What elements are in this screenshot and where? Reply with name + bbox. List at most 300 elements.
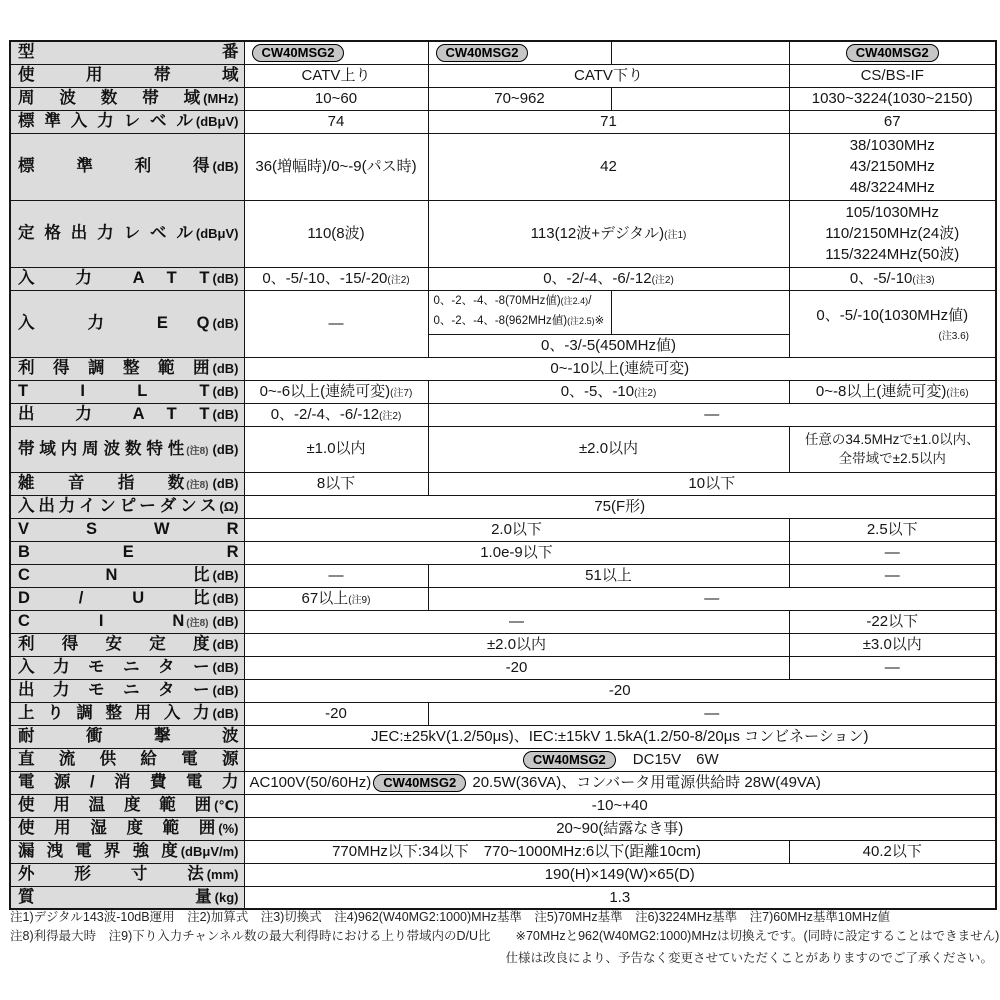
- spec-label-wrap: [11, 88, 244, 109]
- spec-label-cell: [10, 380, 244, 403]
- spec-text: ±3.0以内: [862, 635, 922, 653]
- spec-value-line: [790, 519, 996, 540]
- spec-label-wrap: [11, 496, 244, 517]
- spec-value-line: [245, 496, 996, 517]
- spec-value-line: [245, 841, 789, 862]
- spec-value-line: [250, 772, 996, 793]
- table-row: [10, 133, 996, 200]
- spec-text: 0、-2、-4、-8(962MHz値): [433, 315, 568, 327]
- table-row: [10, 41, 996, 64]
- spec-label-cell: [10, 133, 244, 200]
- spec-text: —: [884, 566, 900, 584]
- spec-label: 入 力 E Q: [18, 314, 210, 333]
- spec-text: 48/3224MHz: [849, 179, 935, 197]
- spec-label: 周波数帯域: [18, 89, 201, 108]
- spec-value-line: [790, 156, 996, 177]
- spec-value-line: [429, 65, 789, 86]
- spec-value-line: [245, 268, 428, 289]
- spec-label: B E R: [18, 543, 239, 562]
- spec-unit: (dB): [212, 660, 239, 676]
- spec-value-line: [429, 404, 996, 425]
- spec-value-line: [790, 65, 996, 86]
- spec-value-cell: [789, 518, 996, 541]
- spec-value-cell: [244, 64, 428, 87]
- table-row: [10, 817, 996, 840]
- spec-value-line: [790, 657, 996, 678]
- table-row: [10, 64, 996, 87]
- spec-value-line: [245, 864, 996, 885]
- spec-value-cell: [244, 840, 789, 863]
- spec-value-line: [245, 657, 789, 678]
- spec-text: 0、-5/-10、-15/-20: [262, 269, 388, 287]
- spec-unit: (dBμV/m): [180, 844, 239, 860]
- spec-unit: (MHz): [203, 91, 239, 107]
- spec-label-cell: [10, 200, 244, 267]
- spec-label: 直流供給電源: [18, 750, 239, 769]
- table-row: [10, 656, 996, 679]
- table-row: [10, 840, 996, 863]
- spec-value-line: [790, 634, 996, 655]
- table-row: [10, 267, 996, 290]
- spec-text: -20: [325, 704, 347, 722]
- spec-value-cell: [428, 426, 789, 472]
- spec-label: 型番: [18, 43, 239, 62]
- table-row: [10, 541, 996, 564]
- spec-value-line: [245, 111, 428, 132]
- spec-label: 標準利得: [18, 157, 210, 176]
- spec-text: -20: [505, 658, 528, 676]
- spec-value-line: [790, 611, 996, 632]
- spec-text: (注2): [387, 274, 410, 286]
- spec-label: 雑音指数: [18, 474, 185, 493]
- spec-text: —: [328, 566, 344, 584]
- spec-text: 1.3: [609, 888, 631, 906]
- spec-label-cell: [10, 863, 244, 886]
- table-row: [10, 380, 996, 403]
- spec-text: —: [884, 543, 900, 561]
- spec-unit: (dB): [212, 683, 239, 699]
- spec-value-cell: [428, 587, 996, 610]
- spec-unit: (dB): [212, 271, 239, 287]
- spec-value-cell: [428, 403, 996, 426]
- spec-value-line: [245, 88, 428, 109]
- spec-value-line: [790, 223, 996, 244]
- spec-value-cell: [244, 656, 789, 679]
- table-row: [10, 771, 996, 794]
- spec-value-line: [245, 404, 428, 425]
- table-row: [10, 200, 996, 267]
- spec-label-cell: [10, 495, 244, 518]
- spec-label: 標準入力レベル: [18, 112, 193, 131]
- spec-text: (注1): [664, 229, 687, 241]
- spec-label: 質量: [18, 887, 212, 906]
- spec-text: 770MHz以下:34以下 770~1000MHz:6以下(距離10cm): [332, 842, 701, 860]
- spec-value-cell: [789, 290, 996, 357]
- spec-value-line: [250, 42, 428, 63]
- spec-table: [9, 40, 997, 910]
- spec-label-wrap: [11, 772, 244, 793]
- spec-label-cell: [10, 702, 244, 725]
- spec-label-note: (注8): [186, 445, 209, 457]
- spec-text: 0、-2/-4、-6/-12: [270, 405, 380, 423]
- spec-value-cell: [244, 610, 789, 633]
- spec-value-cell: [244, 380, 428, 403]
- spec-label-wrap: [11, 634, 244, 655]
- spec-value-cell: [244, 518, 789, 541]
- spec-unit: (℃): [214, 798, 239, 814]
- spec-text: (注2): [379, 410, 402, 422]
- spec-label: 入出力インピーダンス: [18, 497, 217, 516]
- spec-label-cell: [10, 64, 244, 87]
- spec-value-line: [790, 111, 996, 132]
- spec-value-cell: [244, 133, 428, 200]
- spec-value-cell: [428, 133, 789, 200]
- spec-value-cell: [789, 564, 996, 587]
- note-line: 注8)利得最大時 注9)下り入力チャンネル数の最大利得時における上り帯域内のD/U比 ※70MHzと962(W40MG2:1000)MHzは切換えです。(同時に設定することはできません): [10, 929, 1000, 943]
- spec-value-cell: [244, 679, 996, 702]
- spec-text: CATV上り: [301, 66, 371, 84]
- table-row: [10, 495, 996, 518]
- spec-label-cell: [10, 886, 244, 909]
- spec-value-line: [245, 438, 428, 459]
- spec-label-cell: [10, 771, 244, 794]
- spec-value-cell: [244, 472, 428, 495]
- spec-text: 110(8波): [307, 224, 365, 242]
- spec-value-cell: [244, 863, 996, 886]
- spec-value-cell: [244, 725, 996, 748]
- spec-value-line: [790, 430, 996, 449]
- spec-label: 外形寸法: [18, 865, 204, 884]
- spec-value-cell: [789, 110, 996, 133]
- spec-label-cell: [10, 290, 244, 357]
- spec-text: (注2): [634, 387, 657, 399]
- spec-unit: (dB): [212, 316, 239, 332]
- spec-label-note: (注8): [186, 618, 209, 630]
- spec-value-line: [429, 88, 611, 109]
- table-row: [10, 357, 996, 380]
- spec-label-wrap: [11, 795, 244, 816]
- spec-label: 漏洩電界強度: [18, 842, 178, 861]
- spec-text: 75(F形): [594, 497, 646, 515]
- spec-value-line: [245, 818, 996, 839]
- spec-label-cell: [10, 840, 244, 863]
- spec-value-line: [429, 223, 789, 244]
- table-row: [10, 472, 996, 495]
- spec-unit: (dB): [212, 361, 239, 377]
- spec-value-line: [790, 202, 996, 223]
- spec-value-line: [790, 327, 996, 342]
- table-row: [10, 403, 996, 426]
- spec-value-cell: [244, 267, 428, 290]
- table-row: [10, 110, 996, 133]
- spec-value-cell: [789, 200, 996, 267]
- spec-value-cell: [244, 771, 996, 794]
- spec-value-line: [245, 588, 428, 609]
- spec-value-line: [245, 703, 428, 724]
- spec-text: 0、-5、-10: [560, 382, 635, 400]
- spec-text: 1030~3224(1030~2150): [811, 89, 973, 107]
- spec-unit: (dB): [212, 591, 239, 607]
- spec-text: ±1.0以内: [306, 440, 366, 458]
- table-row: [10, 886, 996, 909]
- spec-text: 0、-3/-5(450MHz値): [540, 336, 677, 354]
- spec-label-cell: [10, 725, 244, 748]
- spec-text: ±2.0以内: [486, 635, 547, 653]
- spec-value-cell: [428, 472, 996, 495]
- spec-value-line: [245, 381, 428, 402]
- spec-label-wrap: [11, 223, 244, 244]
- spec-text: (注3.6): [938, 330, 969, 342]
- spec-text: JEC:±25kV(1.2/50μs)、IEC:±15kV 1.5kA(1.2/50-8/20μs コンビネーション): [371, 727, 869, 745]
- spec-text: -10~+40: [591, 796, 648, 814]
- spec-unit: (dB): [212, 441, 239, 457]
- spec-value-cell: [789, 64, 996, 87]
- model-badge: CW40MSG2: [373, 774, 466, 792]
- spec-value-line: [790, 542, 996, 563]
- spec-text: 0~-6以上(連続可変): [259, 382, 391, 400]
- spec-value-line: [245, 313, 428, 334]
- spec-label: 電源/消費電力: [18, 773, 239, 792]
- spec-value-line: [429, 703, 996, 724]
- spec-label: 入力モニター: [18, 658, 210, 677]
- spec-unit: (kg): [214, 889, 239, 905]
- spec-value-cell: [428, 64, 789, 87]
- spec-label-wrap: [11, 473, 244, 494]
- spec-value-line: [790, 88, 996, 109]
- spec-label-wrap: [11, 611, 244, 632]
- spec-label: 使用湿度範囲: [18, 819, 216, 838]
- spec-value-cell: [789, 380, 996, 403]
- spec-value-line: [790, 135, 996, 156]
- spec-label-note: (注8): [186, 480, 209, 492]
- spec-unit: (dB): [212, 407, 239, 423]
- spec-value-cell: [789, 840, 996, 863]
- spec-text: 51以上: [585, 566, 632, 584]
- spec-text: (注2): [651, 274, 674, 286]
- spec-label-cell: [10, 679, 244, 702]
- spec-label: 耐衝撃波: [18, 727, 239, 746]
- spec-value-cell: [428, 702, 996, 725]
- spec-label: C N 比: [18, 566, 210, 585]
- spec-unit: (dB): [212, 568, 239, 584]
- spec-label-wrap: [11, 404, 244, 425]
- table-row: [10, 587, 996, 610]
- spec-text: ±2.0以内: [578, 440, 639, 458]
- spec-text: 40.2以下: [862, 842, 922, 860]
- spec-value-line: [429, 335, 789, 356]
- spec-value-line: [245, 65, 428, 86]
- spec-label: 上り調整用入力: [18, 704, 210, 723]
- spec-unit: (dB): [212, 614, 239, 630]
- spec-value-cell: [428, 290, 611, 334]
- spec-value-cell: [611, 41, 789, 64]
- spec-text: 2.0以下: [491, 520, 542, 538]
- spec-text: 74: [327, 112, 345, 130]
- spec-value-cell: [428, 564, 789, 587]
- spec-text: AC100V(50/60Hz): [249, 773, 372, 791]
- spec-label-cell: [10, 564, 244, 587]
- spec-text: CATV下り: [574, 66, 643, 84]
- spec-text: 任意の34.5MHzで±1.0以内、: [804, 431, 980, 447]
- spec-label-cell: [10, 41, 244, 64]
- spec-value-line: [429, 381, 789, 402]
- model-badge: CW40MSG2: [252, 44, 345, 62]
- model-badge: CW40MSG2: [436, 44, 529, 62]
- spec-text: 70~962: [494, 89, 545, 107]
- spec-unit: (dB): [212, 637, 239, 653]
- spec-value-line: [429, 473, 996, 494]
- spec-text: /: [588, 295, 592, 308]
- spec-value-cell: [244, 41, 428, 64]
- spec-value-cell: [244, 290, 428, 357]
- spec-value-line: [790, 381, 996, 402]
- spec-value-cell: [428, 380, 789, 403]
- spec-value-cell: [789, 87, 996, 110]
- spec-value-cell: [244, 702, 428, 725]
- spec-label-cell: [10, 357, 244, 380]
- spec-value-line: [790, 42, 996, 63]
- spec-text: 0、-5/-10: [849, 269, 913, 287]
- spec-label: 利得安定度: [18, 635, 210, 654]
- spec-value-cell: [789, 426, 996, 472]
- table-row: [10, 725, 996, 748]
- spec-value-cell: [789, 41, 996, 64]
- spec-label: T I L T: [18, 382, 210, 401]
- spec-value-cell: [244, 495, 996, 518]
- spec-label-wrap: [11, 703, 244, 724]
- spec-value-line: [434, 292, 611, 312]
- spec-unit: (dBμV): [195, 114, 239, 130]
- spec-label: C I N: [18, 612, 185, 631]
- spec-text: (注3): [912, 274, 935, 286]
- spec-value-cell: [428, 41, 611, 64]
- spec-text: (注2.5): [567, 316, 595, 326]
- spec-value-line: [245, 887, 996, 908]
- spec-value-line: [245, 473, 428, 494]
- spec-text: —: [704, 704, 720, 722]
- spec-value-line: [790, 305, 996, 326]
- spec-value-line: [245, 156, 428, 177]
- spec-value-line: [429, 111, 789, 132]
- spec-value-line: [245, 519, 789, 540]
- spec-text: 0~-10以上(連続可変): [550, 359, 690, 377]
- table-row: [10, 863, 996, 886]
- spec-text: —: [884, 658, 900, 676]
- spec-table-body: [10, 41, 996, 909]
- spec-label: 出 力 A T T: [18, 405, 210, 424]
- table-row: [10, 748, 996, 771]
- spec-label: 入 力 A T T: [18, 269, 210, 288]
- spec-text: (注9): [348, 594, 371, 606]
- spec-value-line: [429, 438, 789, 459]
- spec-value-cell: [428, 200, 789, 267]
- spec-value-cell: [244, 110, 428, 133]
- spec-label-wrap: [11, 65, 244, 86]
- spec-value-cell: [244, 748, 996, 771]
- spec-label-cell: [10, 817, 244, 840]
- spec-text: 0、-2、-4、-8(70MHz値): [433, 295, 561, 308]
- model-badge: CW40MSG2: [523, 751, 616, 769]
- spec-label-wrap: [11, 381, 244, 402]
- spec-value-line: [245, 749, 996, 770]
- spec-label-cell: [10, 633, 244, 656]
- spec-label-cell: [10, 426, 244, 472]
- spec-value-cell: [244, 587, 428, 610]
- spec-label-wrap: [11, 42, 244, 63]
- spec-value-line: [245, 726, 996, 747]
- spec-value-line: [245, 680, 996, 701]
- spec-label-wrap: [11, 657, 244, 678]
- spec-text: 20.5W(36VA)、コンバータ用電源供給時 28W(49VA): [468, 773, 821, 791]
- spec-label-cell: [10, 403, 244, 426]
- spec-text: —: [509, 612, 524, 630]
- spec-label-cell: [10, 267, 244, 290]
- spec-value-cell: [789, 267, 996, 290]
- spec-label-wrap: [11, 841, 244, 862]
- spec-text: 113(12波+デジタル): [530, 224, 665, 242]
- spec-label: 使用温度範囲: [18, 796, 212, 815]
- model-badge: CW40MSG2: [846, 44, 939, 62]
- table-row: [10, 633, 996, 656]
- spec-label-wrap: [11, 519, 244, 540]
- spec-text: 20~90(結露なき事): [556, 819, 684, 837]
- spec-label-wrap: [11, 680, 244, 701]
- spec-label-cell: [10, 610, 244, 633]
- table-row: [10, 794, 996, 817]
- spec-text: 110/2150MHz(24波): [825, 224, 960, 242]
- table-row: [10, 679, 996, 702]
- spec-value-line: [790, 177, 996, 198]
- spec-label: 帯域内周波数特性: [18, 439, 185, 458]
- spec-value-line: [245, 795, 996, 816]
- spec-label-wrap: [11, 887, 244, 908]
- spec-text: 0~-8以上(連続可変): [815, 382, 947, 400]
- spec-label-cell: [10, 794, 244, 817]
- spec-label: 利得調整範囲: [18, 359, 210, 378]
- spec-value-line: [429, 156, 789, 177]
- table-row: [10, 87, 996, 110]
- spec-value-line: [790, 449, 996, 468]
- spec-label-wrap: [11, 542, 244, 563]
- spec-value-cell: [244, 817, 996, 840]
- table-row: [10, 426, 996, 472]
- spec-label-cell: [10, 656, 244, 679]
- spec-label-wrap: [11, 565, 244, 586]
- footnotes: [10, 908, 1000, 968]
- spec-value-line: [429, 565, 789, 586]
- spec-value-cell: [428, 267, 789, 290]
- spec-text: DC15V 6W: [617, 750, 719, 768]
- spec-value-line: [434, 312, 611, 332]
- spec-label-wrap: [11, 864, 244, 885]
- spec-unit: (dB): [212, 476, 239, 492]
- spec-value-cell: [789, 133, 996, 200]
- table-row: [10, 290, 996, 334]
- spec-text: CS/BS-IF: [860, 66, 924, 84]
- spec-text: 38/1030MHz: [849, 136, 935, 154]
- spec-value-line: [790, 841, 996, 862]
- spec-value-cell: [244, 403, 428, 426]
- spec-unit: (Ω): [219, 499, 239, 515]
- spec-value-cell: [244, 886, 996, 909]
- spec-label-wrap: [11, 111, 244, 132]
- spec-label-cell: [10, 748, 244, 771]
- spec-value-cell: [244, 564, 428, 587]
- spec-text: 全帯域で±2.5以内: [838, 451, 946, 466]
- note-line: 注1)デジタル143波-10dB運用 注2)加算式 注3)切換式 注4)962(W40MG2:1000)MHz基準 注5)70MHz基準 注6)3224MHz基準 注7)60MHz基準10MHz値: [10, 910, 890, 924]
- spec-label-wrap: [11, 268, 244, 289]
- spec-label-wrap: [11, 726, 244, 747]
